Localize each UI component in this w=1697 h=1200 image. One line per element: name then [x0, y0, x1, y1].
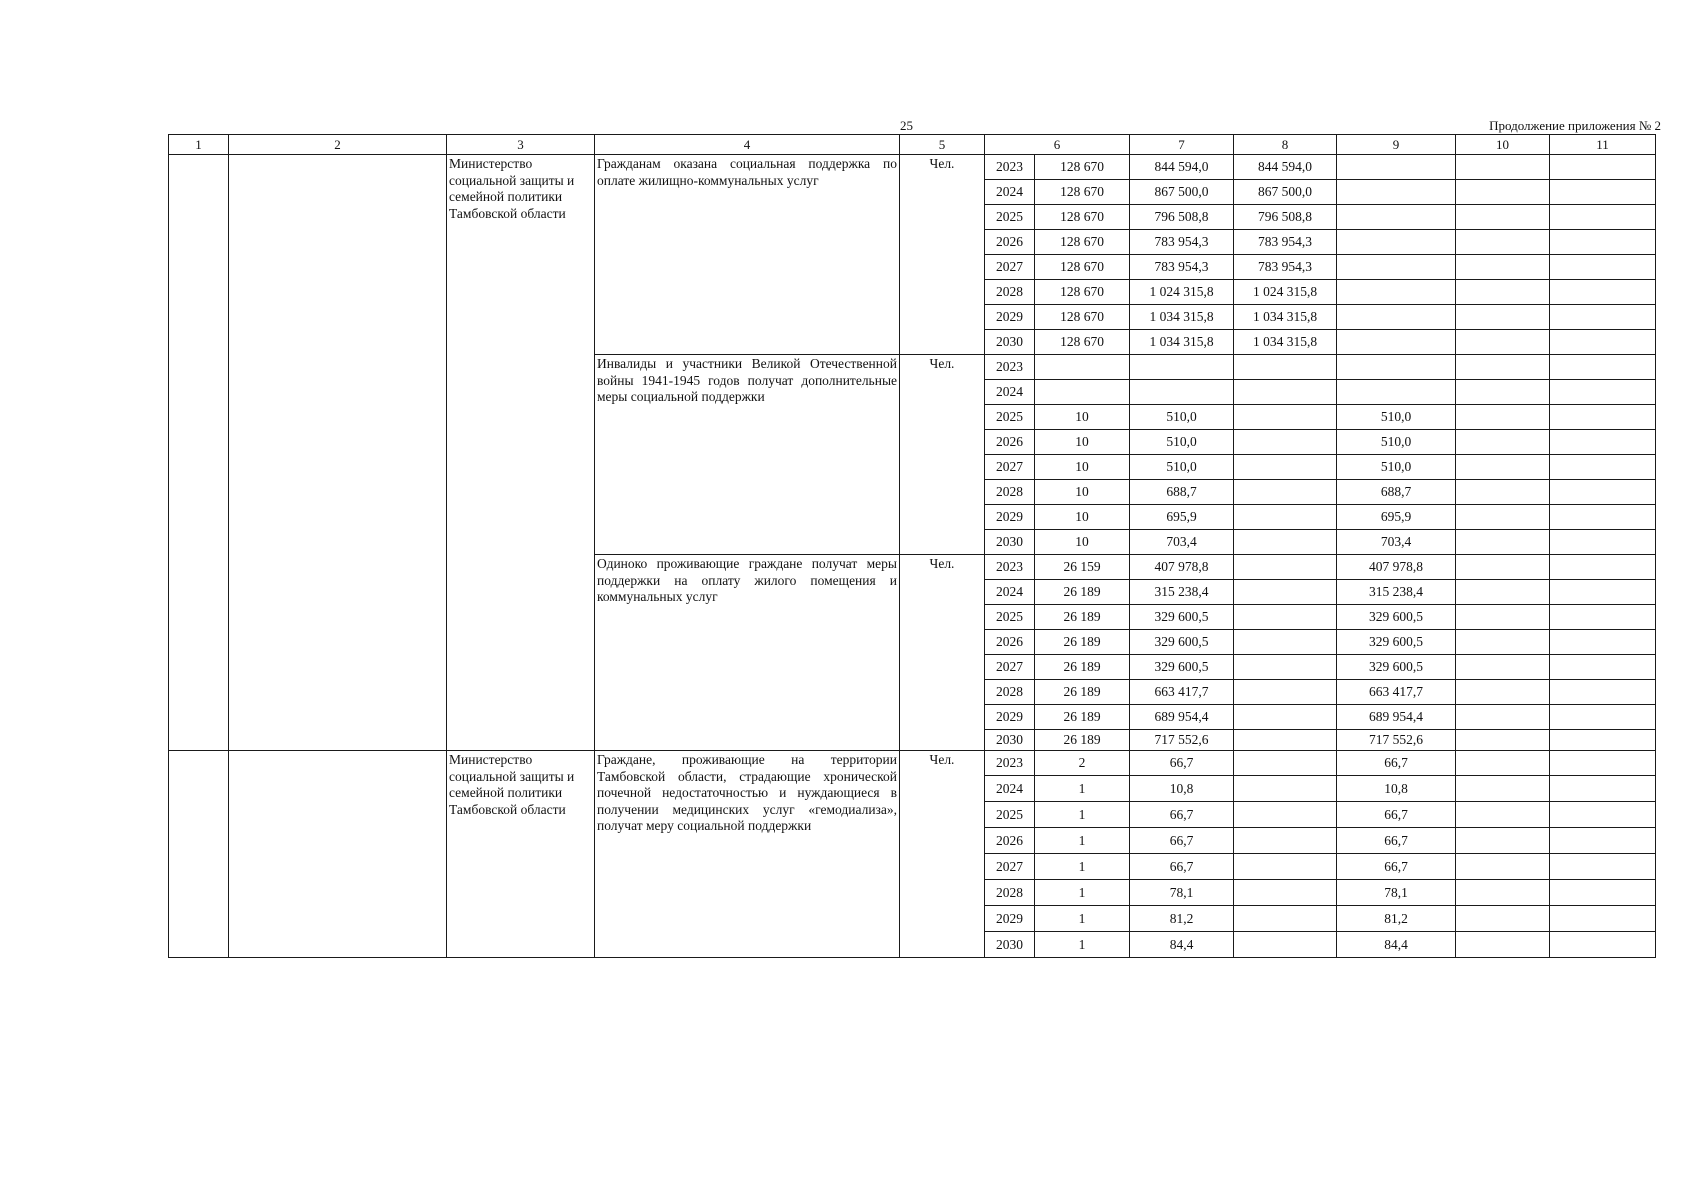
col10-value-cell: [1456, 305, 1550, 330]
col6-value-cell: 10: [1035, 505, 1130, 530]
year-cell: 2026: [985, 430, 1035, 455]
year-cell: 2026: [985, 630, 1035, 655]
col7-value-cell: 10,8: [1130, 776, 1234, 802]
col9-value-cell: 66,7: [1337, 802, 1456, 828]
col11-value-cell: [1550, 680, 1656, 705]
col8-value-cell: [1234, 880, 1337, 906]
col-header: 3: [447, 135, 595, 155]
col7-value-cell: 717 552,6: [1130, 730, 1234, 751]
col9-value-cell: 10,8: [1337, 776, 1456, 802]
col9-value-cell: 84,4: [1337, 932, 1456, 958]
col8-value-cell: 783 954,3: [1234, 255, 1337, 280]
year-cell: 2028: [985, 280, 1035, 305]
col9-value-cell: 510,0: [1337, 455, 1456, 480]
col11-value-cell: [1550, 355, 1656, 380]
col8-value-cell: 867 500,0: [1234, 180, 1337, 205]
unit-cell: Чел.: [900, 355, 985, 555]
col9-value-cell: [1337, 380, 1456, 405]
col6-value-cell: 128 670: [1035, 305, 1130, 330]
year-cell: 2023: [985, 155, 1035, 180]
col6-value-cell: 26 189: [1035, 630, 1130, 655]
col6-value-cell: [1035, 355, 1130, 380]
col8-value-cell: 844 594,0: [1234, 155, 1337, 180]
col6-value-cell: 10: [1035, 405, 1130, 430]
year-cell: 2029: [985, 505, 1035, 530]
col8-value-cell: 1 024 315,8: [1234, 280, 1337, 305]
col9-value-cell: 66,7: [1337, 828, 1456, 854]
col11-value-cell: [1550, 605, 1656, 630]
col10-value-cell: [1456, 776, 1550, 802]
col6-value-cell: 10: [1035, 455, 1130, 480]
indicator-description-cell: Инвалиды и участники Великой Отечественной войны 1941-1945 годов получат дополнительные меры социальной поддержки: [595, 355, 900, 555]
col10-value-cell: [1456, 630, 1550, 655]
col9-value-cell: [1337, 330, 1456, 355]
col11-value-cell: [1550, 630, 1656, 655]
col7-value-cell: 1 034 315,8: [1130, 305, 1234, 330]
col11-value-cell: [1550, 730, 1656, 751]
col7-value-cell: 796 508,8: [1130, 205, 1234, 230]
col7-value-cell: 66,7: [1130, 802, 1234, 828]
col8-value-cell: [1234, 655, 1337, 680]
col6-value-cell: 1: [1035, 880, 1130, 906]
col6-value-cell: 1: [1035, 828, 1130, 854]
col8-value-cell: [1234, 802, 1337, 828]
col7-value-cell: 1 024 315,8: [1130, 280, 1234, 305]
col8-value-cell: 796 508,8: [1234, 205, 1337, 230]
col7-value-cell: 329 600,5: [1130, 655, 1234, 680]
col8-value-cell: [1234, 355, 1337, 380]
col10-value-cell: [1456, 802, 1550, 828]
col6-value-cell: 2: [1035, 751, 1130, 776]
col8-value-cell: [1234, 605, 1337, 630]
col6-value-cell: 128 670: [1035, 230, 1130, 255]
col7-value-cell: 329 600,5: [1130, 630, 1234, 655]
col6-value-cell: 128 670: [1035, 255, 1130, 280]
col-header: 6: [985, 135, 1130, 155]
col7-value-cell: 81,2: [1130, 906, 1234, 932]
col7-value-cell: 689 954,4: [1130, 705, 1234, 730]
year-cell: 2024: [985, 180, 1035, 205]
col-header: 4: [595, 135, 900, 155]
col6-value-cell: 1: [1035, 776, 1130, 802]
year-cell: 2027: [985, 655, 1035, 680]
col1-cell: [169, 155, 229, 751]
indicator-description-cell: Одиноко проживающие граждане получат меры поддержки на оплату жилого помещения и коммунальных услуг: [595, 555, 900, 751]
col9-value-cell: [1337, 255, 1456, 280]
col11-value-cell: [1550, 280, 1656, 305]
col11-value-cell: [1550, 505, 1656, 530]
year-cell: 2027: [985, 854, 1035, 880]
col6-value-cell: 1: [1035, 906, 1130, 932]
col7-value-cell: 510,0: [1130, 455, 1234, 480]
col7-value-cell: 688,7: [1130, 480, 1234, 505]
year-cell: 2023: [985, 555, 1035, 580]
col9-value-cell: [1337, 180, 1456, 205]
col9-value-cell: [1337, 205, 1456, 230]
col10-value-cell: [1456, 480, 1550, 505]
year-cell: 2023: [985, 355, 1035, 380]
col8-value-cell: [1234, 455, 1337, 480]
year-cell: 2025: [985, 405, 1035, 430]
year-cell: 2029: [985, 906, 1035, 932]
col7-value-cell: 84,4: [1130, 932, 1234, 958]
col10-value-cell: [1456, 730, 1550, 751]
col8-value-cell: 1 034 315,8: [1234, 330, 1337, 355]
col8-value-cell: [1234, 906, 1337, 932]
col7-value-cell: 695,9: [1130, 505, 1234, 530]
col11-value-cell: [1550, 776, 1656, 802]
col9-value-cell: 695,9: [1337, 505, 1456, 530]
col11-value-cell: [1550, 530, 1656, 555]
col11-value-cell: [1550, 330, 1656, 355]
col11-value-cell: [1550, 430, 1656, 455]
col11-value-cell: [1550, 580, 1656, 605]
col11-value-cell: [1550, 155, 1656, 180]
col7-value-cell: 783 954,3: [1130, 255, 1234, 280]
col9-value-cell: 510,0: [1337, 405, 1456, 430]
col10-value-cell: [1456, 705, 1550, 730]
col9-value-cell: 717 552,6: [1337, 730, 1456, 751]
col2-cell: [229, 751, 447, 958]
col10-value-cell: [1456, 505, 1550, 530]
org-name-cell: Министерство социальной защиты и семейной политики Тамбовской области: [447, 751, 595, 958]
col7-value-cell: 844 594,0: [1130, 155, 1234, 180]
col11-value-cell: [1550, 380, 1656, 405]
year-cell: 2029: [985, 705, 1035, 730]
col11-value-cell: [1550, 305, 1656, 330]
table-row: [169, 751, 1656, 776]
col2-cell: [229, 155, 447, 751]
col7-value-cell: 510,0: [1130, 430, 1234, 455]
col-header: 1: [169, 135, 229, 155]
col10-value-cell: [1456, 330, 1550, 355]
col8-value-cell: [1234, 430, 1337, 455]
year-cell: 2030: [985, 932, 1035, 958]
col-header: 7: [1130, 135, 1234, 155]
table-row: [169, 155, 1656, 180]
col10-value-cell: [1456, 430, 1550, 455]
year-cell: 2025: [985, 802, 1035, 828]
col6-value-cell: 10: [1035, 480, 1130, 505]
col6-value-cell: 128 670: [1035, 155, 1130, 180]
col11-value-cell: [1550, 405, 1656, 430]
year-cell: 2024: [985, 380, 1035, 405]
col9-value-cell: 703,4: [1337, 530, 1456, 555]
col7-value-cell: 867 500,0: [1130, 180, 1234, 205]
year-cell: 2024: [985, 580, 1035, 605]
org-name-cell: Министерство социальной защиты и семейной политики Тамбовской области: [447, 155, 595, 751]
col9-value-cell: 689 954,4: [1337, 705, 1456, 730]
col7-value-cell: 315 238,4: [1130, 580, 1234, 605]
col8-value-cell: [1234, 480, 1337, 505]
col8-value-cell: [1234, 776, 1337, 802]
col10-value-cell: [1456, 155, 1550, 180]
year-cell: 2025: [985, 605, 1035, 630]
col11-value-cell: [1550, 932, 1656, 958]
year-cell: 2027: [985, 455, 1035, 480]
unit-cell: Чел.: [900, 555, 985, 751]
col9-value-cell: [1337, 230, 1456, 255]
col6-value-cell: 128 670: [1035, 280, 1130, 305]
col8-value-cell: [1234, 555, 1337, 580]
col11-value-cell: [1550, 854, 1656, 880]
col11-value-cell: [1550, 828, 1656, 854]
col9-value-cell: 407 978,8: [1337, 555, 1456, 580]
col10-value-cell: [1456, 280, 1550, 305]
col10-value-cell: [1456, 455, 1550, 480]
col-header: 9: [1337, 135, 1456, 155]
col11-value-cell: [1550, 655, 1656, 680]
col8-value-cell: [1234, 932, 1337, 958]
col6-value-cell: 1: [1035, 932, 1130, 958]
col-header: 2: [229, 135, 447, 155]
col-header: 11: [1550, 135, 1656, 155]
col7-value-cell: 510,0: [1130, 405, 1234, 430]
year-cell: 2030: [985, 730, 1035, 751]
col7-value-cell: [1130, 355, 1234, 380]
col6-value-cell: 26 189: [1035, 730, 1130, 751]
col11-value-cell: [1550, 802, 1656, 828]
col8-value-cell: [1234, 680, 1337, 705]
col11-value-cell: [1550, 230, 1656, 255]
col9-value-cell: 81,2: [1337, 906, 1456, 932]
col10-value-cell: [1456, 380, 1550, 405]
col6-value-cell: 26 189: [1035, 605, 1130, 630]
col1-cell: [169, 751, 229, 958]
col7-value-cell: 407 978,8: [1130, 555, 1234, 580]
col10-value-cell: [1456, 530, 1550, 555]
col6-value-cell: 26 189: [1035, 705, 1130, 730]
col11-value-cell: [1550, 180, 1656, 205]
page-number: 25: [900, 118, 913, 133]
col8-value-cell: [1234, 828, 1337, 854]
year-cell: 2026: [985, 230, 1035, 255]
table-body: [169, 155, 1656, 958]
col7-value-cell: 66,7: [1130, 751, 1234, 776]
col-header: 10: [1456, 135, 1550, 155]
col9-value-cell: 688,7: [1337, 480, 1456, 505]
col10-value-cell: [1456, 605, 1550, 630]
col6-value-cell: 26 189: [1035, 580, 1130, 605]
col11-value-cell: [1550, 705, 1656, 730]
col8-value-cell: [1234, 705, 1337, 730]
col11-value-cell: [1550, 751, 1656, 776]
col10-value-cell: [1456, 854, 1550, 880]
col11-value-cell: [1550, 906, 1656, 932]
year-cell: 2028: [985, 880, 1035, 906]
col11-value-cell: [1550, 255, 1656, 280]
col8-value-cell: [1234, 580, 1337, 605]
col9-value-cell: 663 417,7: [1337, 680, 1456, 705]
col10-value-cell: [1456, 555, 1550, 580]
col9-value-cell: 315 238,4: [1337, 580, 1456, 605]
col8-value-cell: [1234, 751, 1337, 776]
col10-value-cell: [1456, 906, 1550, 932]
col9-value-cell: 66,7: [1337, 751, 1456, 776]
col8-value-cell: 783 954,3: [1234, 230, 1337, 255]
col9-value-cell: [1337, 155, 1456, 180]
col11-value-cell: [1550, 480, 1656, 505]
col-header: 8: [1234, 135, 1337, 155]
col8-value-cell: [1234, 630, 1337, 655]
col7-value-cell: 78,1: [1130, 880, 1234, 906]
col6-value-cell: 10: [1035, 430, 1130, 455]
col10-value-cell: [1456, 880, 1550, 906]
col9-value-cell: 329 600,5: [1337, 630, 1456, 655]
program-table: [168, 134, 1656, 958]
indicator-description-cell: Граждане, проживающие на территории Тамбовской области, страдающие хронической почечной недостаточностью и нуждающиеся в получении медицинских услуг «гемодиализа», получат меру социальной поддержки: [595, 751, 900, 958]
col7-value-cell: 329 600,5: [1130, 605, 1234, 630]
continuation-label: Продолжение приложения № 2: [1489, 118, 1661, 133]
unit-cell: Чел.: [900, 751, 985, 958]
year-cell: 2028: [985, 680, 1035, 705]
col8-value-cell: [1234, 530, 1337, 555]
col10-value-cell: [1456, 655, 1550, 680]
year-cell: 2025: [985, 205, 1035, 230]
unit-cell: Чел.: [900, 155, 985, 355]
col6-value-cell: 1: [1035, 854, 1130, 880]
col10-value-cell: [1456, 230, 1550, 255]
year-cell: 2030: [985, 530, 1035, 555]
col7-value-cell: [1130, 380, 1234, 405]
col10-value-cell: [1456, 828, 1550, 854]
year-cell: 2028: [985, 480, 1035, 505]
col6-value-cell: [1035, 380, 1130, 405]
col10-value-cell: [1456, 751, 1550, 776]
col10-value-cell: [1456, 205, 1550, 230]
col6-value-cell: 128 670: [1035, 330, 1130, 355]
header-row: [169, 135, 1656, 155]
col6-value-cell: 128 670: [1035, 180, 1130, 205]
col6-value-cell: 10: [1035, 530, 1130, 555]
col7-value-cell: 663 417,7: [1130, 680, 1234, 705]
col6-value-cell: 128 670: [1035, 205, 1130, 230]
year-cell: 2023: [985, 751, 1035, 776]
year-cell: 2024: [985, 776, 1035, 802]
col6-value-cell: 1: [1035, 802, 1130, 828]
col9-value-cell: [1337, 355, 1456, 380]
col11-value-cell: [1550, 205, 1656, 230]
col9-value-cell: 510,0: [1337, 430, 1456, 455]
col8-value-cell: [1234, 730, 1337, 751]
col10-value-cell: [1456, 405, 1550, 430]
col9-value-cell: 329 600,5: [1337, 605, 1456, 630]
col7-value-cell: 783 954,3: [1130, 230, 1234, 255]
col8-value-cell: [1234, 505, 1337, 530]
col11-value-cell: [1550, 880, 1656, 906]
col7-value-cell: 66,7: [1130, 854, 1234, 880]
col-header: 5: [900, 135, 985, 155]
col7-value-cell: 1 034 315,8: [1130, 330, 1234, 355]
col10-value-cell: [1456, 932, 1550, 958]
col9-value-cell: 329 600,5: [1337, 655, 1456, 680]
col7-value-cell: 66,7: [1130, 828, 1234, 854]
col10-value-cell: [1456, 180, 1550, 205]
col8-value-cell: 1 034 315,8: [1234, 305, 1337, 330]
year-cell: 2030: [985, 330, 1035, 355]
col10-value-cell: [1456, 580, 1550, 605]
col6-value-cell: 26 189: [1035, 655, 1130, 680]
col9-value-cell: [1337, 305, 1456, 330]
col9-value-cell: [1337, 280, 1456, 305]
col6-value-cell: 26 189: [1035, 680, 1130, 705]
col11-value-cell: [1550, 555, 1656, 580]
indicator-description-cell: Гражданам оказана социальная поддержка по оплате жилищно-коммунальных услуг: [595, 155, 900, 355]
year-cell: 2029: [985, 305, 1035, 330]
col10-value-cell: [1456, 255, 1550, 280]
col7-value-cell: 703,4: [1130, 530, 1234, 555]
col8-value-cell: [1234, 854, 1337, 880]
col11-value-cell: [1550, 455, 1656, 480]
col10-value-cell: [1456, 680, 1550, 705]
col8-value-cell: [1234, 405, 1337, 430]
col10-value-cell: [1456, 355, 1550, 380]
col6-value-cell: 26 159: [1035, 555, 1130, 580]
col9-value-cell: 78,1: [1337, 880, 1456, 906]
year-cell: 2027: [985, 255, 1035, 280]
col9-value-cell: 66,7: [1337, 854, 1456, 880]
col8-value-cell: [1234, 380, 1337, 405]
year-cell: 2026: [985, 828, 1035, 854]
